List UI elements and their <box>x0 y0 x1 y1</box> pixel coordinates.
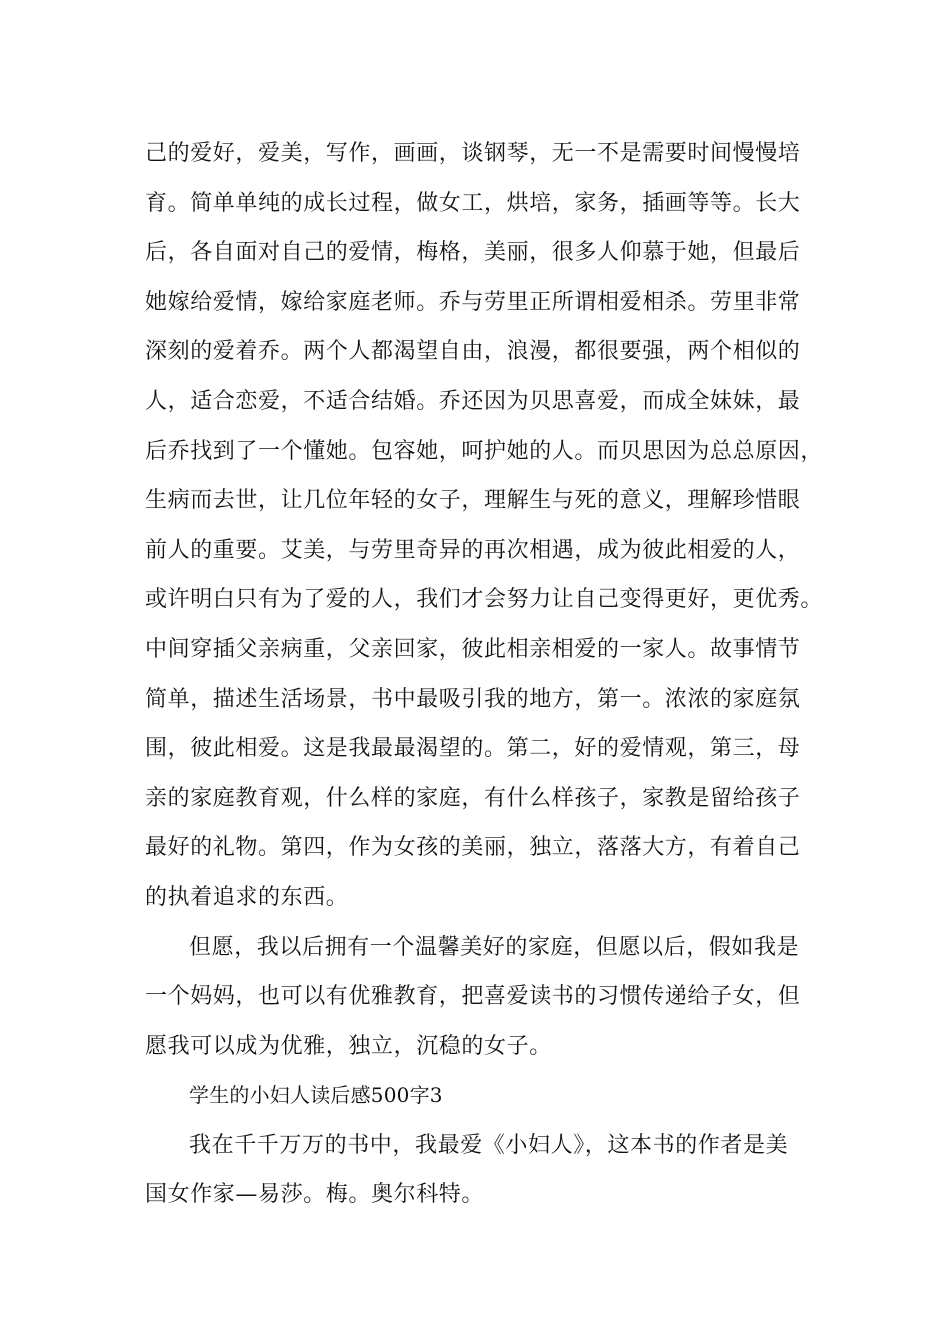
paragraph-line: 后，各自面对自己的爱情，梅格，美丽，很多人仰慕于她，但最后 <box>145 240 801 266</box>
paragraph-line: 我在千千万万的书中，我最爱《小妇人》，这本书的作者是美 <box>189 1132 789 1158</box>
paragraph-line: 简单，描述生活场景，书中最吸引我的地方，第一。浓浓的家庭氛 <box>145 686 801 712</box>
paragraph-line: 或许明白只有为了爱的人，我们才会努力让自己变得更好，更优秀。 <box>145 587 824 613</box>
paragraph-line: 围，彼此相爱。这是我最最渴望的。第二，好的爱情观，第三，母 <box>145 736 801 762</box>
paragraph-line: 愿我可以成为优雅，独立，沉稳的女子。 <box>145 1033 552 1059</box>
paragraph-line: 育。简单单纯的成长过程，做女工，烘培，家务，插画等等。长大 <box>145 190 801 216</box>
paragraph-line: 生病而去世，让几位年轻的女子，理解生与死的意义，理解珍惜眼 <box>145 488 801 514</box>
paragraph-line: 前人的重要。艾美，与劳里奇异的再次相遇，成为彼此相爱的人， <box>145 537 801 563</box>
paragraph-line: 国女作家—易莎。梅。奥尔科特。 <box>145 1182 485 1208</box>
paragraph-line: 人，适合恋爱，不适合结婚。乔还因为贝思喜爱，而成全妹妹，最 <box>145 388 801 414</box>
paragraph-line: 最好的礼物。第四，作为女孩的美丽，独立，落落大方，有着自己 <box>145 835 801 861</box>
paragraph-line: 后乔找到了一个懂她。包容她，呵护她的人。而贝思因为总总原因， <box>145 438 824 464</box>
paragraph-line: 她嫁给爱情，嫁给家庭老师。乔与劳里正所谓相爱相杀。劳里非常 <box>145 289 801 315</box>
paragraph-line: 深刻的爱着乔。两个人都渴望自由，浪漫，都很要强，两个相似的 <box>145 339 801 365</box>
section-heading: 学生的小妇人读后感500字3 <box>189 1083 443 1108</box>
paragraph-line: 亲的家庭教育观，什么样的家庭，有什么样孩子，家教是留给孩子 <box>145 785 801 811</box>
paragraph-line: 中间穿插父亲病重，父亲回家，彼此相亲相爱的一家人。故事情节 <box>145 636 801 662</box>
paragraph-line: 一个妈妈，也可以有优雅教育，把喜爱读书的习惯传递给子女，但 <box>145 984 801 1010</box>
document-body <box>145 129 825 1220</box>
paragraph-line: 的执着追求的东西。 <box>145 884 349 910</box>
paragraph-line: 己的爱好，爱美，写作，画画，谈钢琴，无一不是需要时间慢慢培 <box>145 141 801 166</box>
paragraph-line: 但愿，我以后拥有一个温馨美好的家庭，但愿以后，假如我是 <box>189 934 800 960</box>
